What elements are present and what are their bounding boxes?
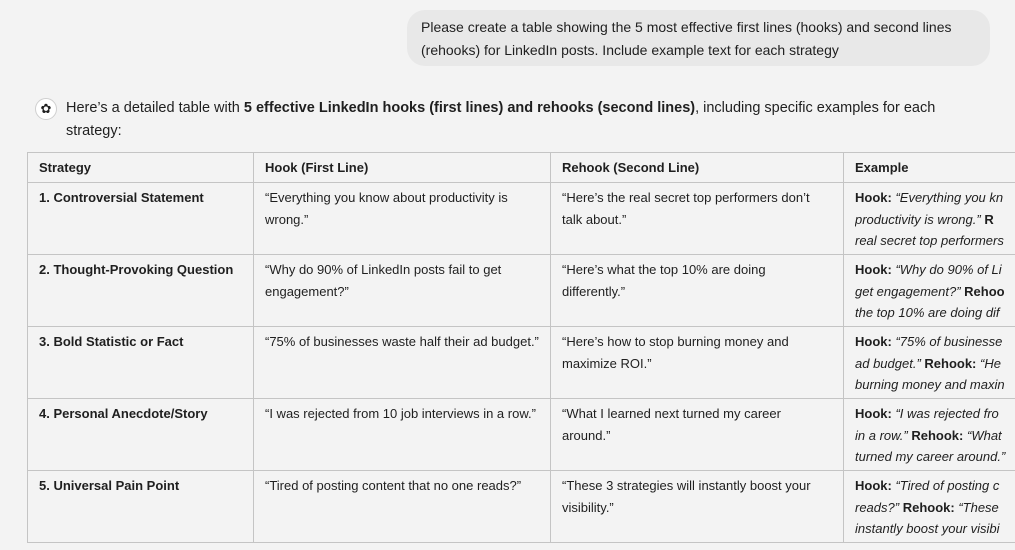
table-row — [28, 399, 1015, 471]
example-quote: ad budget.” — [855, 355, 925, 371]
table-row — [28, 327, 1015, 399]
rehook-cell: “Here’s how to stop burning money and maximize ROI.” — [551, 327, 844, 399]
example-label: Rehoo — [964, 283, 1005, 299]
strategy-cell: 3. Bold Statistic or Fact — [28, 327, 254, 399]
strategy-cell: 4. Personal Anecdote/Story — [28, 399, 254, 471]
example-line — [855, 446, 1015, 468]
rehook-cell: “Here’s what the top 10% are doing differently.” — [551, 255, 844, 327]
user-message-bubble — [407, 10, 990, 66]
example-line — [855, 518, 1015, 540]
header-rehook: Rehook (Second Line) — [551, 153, 844, 183]
example-cell — [844, 327, 1015, 399]
example-cell — [844, 255, 1015, 327]
table-row — [28, 183, 1015, 255]
table-row — [28, 255, 1015, 327]
hook-cell: “Everything you know about productivity is wrong.” — [254, 183, 551, 255]
strategy-cell: 2. Thought-Provoking Question — [28, 255, 254, 327]
header-hook: Hook (First Line) — [254, 153, 551, 183]
rehook-cell: “Here’s the real secret top performers don’t talk about.” — [551, 183, 844, 255]
example-line — [855, 230, 1015, 252]
example-quote: reads?” — [855, 499, 903, 515]
example-quote: “He — [980, 355, 1001, 371]
example-cell — [844, 399, 1015, 471]
example-line — [855, 331, 1015, 353]
example-line — [855, 209, 1015, 231]
example-quote: productivity is wrong.” — [855, 211, 985, 227]
example-line — [855, 281, 1015, 303]
example-quote: “Why do 90% of Li — [895, 262, 1002, 277]
example-label: Rehook: — [911, 427, 967, 443]
example-line — [855, 403, 1015, 425]
example-line — [855, 302, 1015, 324]
strategy-cell: 1. Controversial Statement — [28, 183, 254, 255]
intro-bold-text: 5 effective LinkedIn hooks (first lines) and rehooks (second lines) — [243, 100, 696, 116]
example-line — [855, 475, 1015, 497]
example-line — [855, 374, 1015, 396]
example-quote: get engagement?” — [855, 283, 965, 299]
example-label: R — [984, 211, 994, 227]
example-label: Hook: — [855, 190, 896, 205]
example-label: Rehook: — [902, 499, 959, 515]
hook-cell: “75% of businesses waste half their ad budget.” — [254, 327, 551, 399]
header-strategy: Strategy — [28, 153, 254, 183]
table-header-row — [28, 153, 1015, 183]
example-line — [855, 353, 1015, 375]
example-quote: in a row.” — [855, 427, 912, 443]
strategy-cell: 5. Universal Pain Point — [28, 471, 254, 543]
hook-cell: “Why do 90% of LinkedIn posts fail to get engagement?” — [254, 255, 551, 327]
assistant-intro — [66, 97, 966, 143]
example-label: Hook: — [855, 406, 896, 421]
example-quote: burning money and maxin — [855, 377, 1005, 392]
example-quote: “What — [966, 427, 1002, 443]
example-line — [855, 497, 1015, 519]
example-line — [855, 425, 1015, 447]
example-quote: “75% of businesse — [895, 334, 1003, 349]
example-quote: “Everything you kn — [895, 190, 1004, 205]
example-quote: turned my career around.” — [855, 449, 1006, 464]
table-row — [28, 471, 1015, 543]
hook-cell: “I was rejected from 10 job interviews in a row.” — [254, 399, 551, 471]
intro-text-end: , including specific examples for each strategy: — [66, 100, 936, 139]
example-label: Rehook: — [924, 355, 981, 371]
example-quote: “I was rejected fro — [895, 406, 999, 421]
example-label: Hook: — [855, 262, 896, 277]
hooks-table — [27, 152, 1015, 543]
rehook-cell: “These 3 strategies will instantly boost your visibility.” — [551, 471, 844, 543]
rehook-cell: “What I learned next turned my career around.” — [551, 399, 844, 471]
assistant-logo-icon: ✿ — [35, 98, 57, 120]
user-message-text: Please create a table showing the 5 most effective first lines (hooks) and second lines (rehooks) for LinkedIn posts. Include example text for each strategy — [421, 19, 952, 58]
example-cell — [844, 183, 1015, 255]
header-example: Example — [844, 153, 1015, 183]
example-quote: “Tired of posting c — [895, 478, 1000, 493]
example-cell — [844, 471, 1015, 543]
example-line — [855, 259, 1015, 281]
example-quote: real secret top performers — [855, 233, 1004, 248]
example-quote: the top 10% are doing dif — [855, 305, 1000, 320]
example-quote: instantly boost your visibi — [855, 521, 1000, 536]
example-quote: “These — [958, 499, 999, 515]
example-label: Hook: — [855, 334, 896, 349]
hook-cell: “Tired of posting content that no one reads?” — [254, 471, 551, 543]
example-label: Hook: — [855, 478, 896, 493]
example-line — [855, 187, 1015, 209]
intro-text: Here’s a detailed table with — [66, 100, 244, 116]
